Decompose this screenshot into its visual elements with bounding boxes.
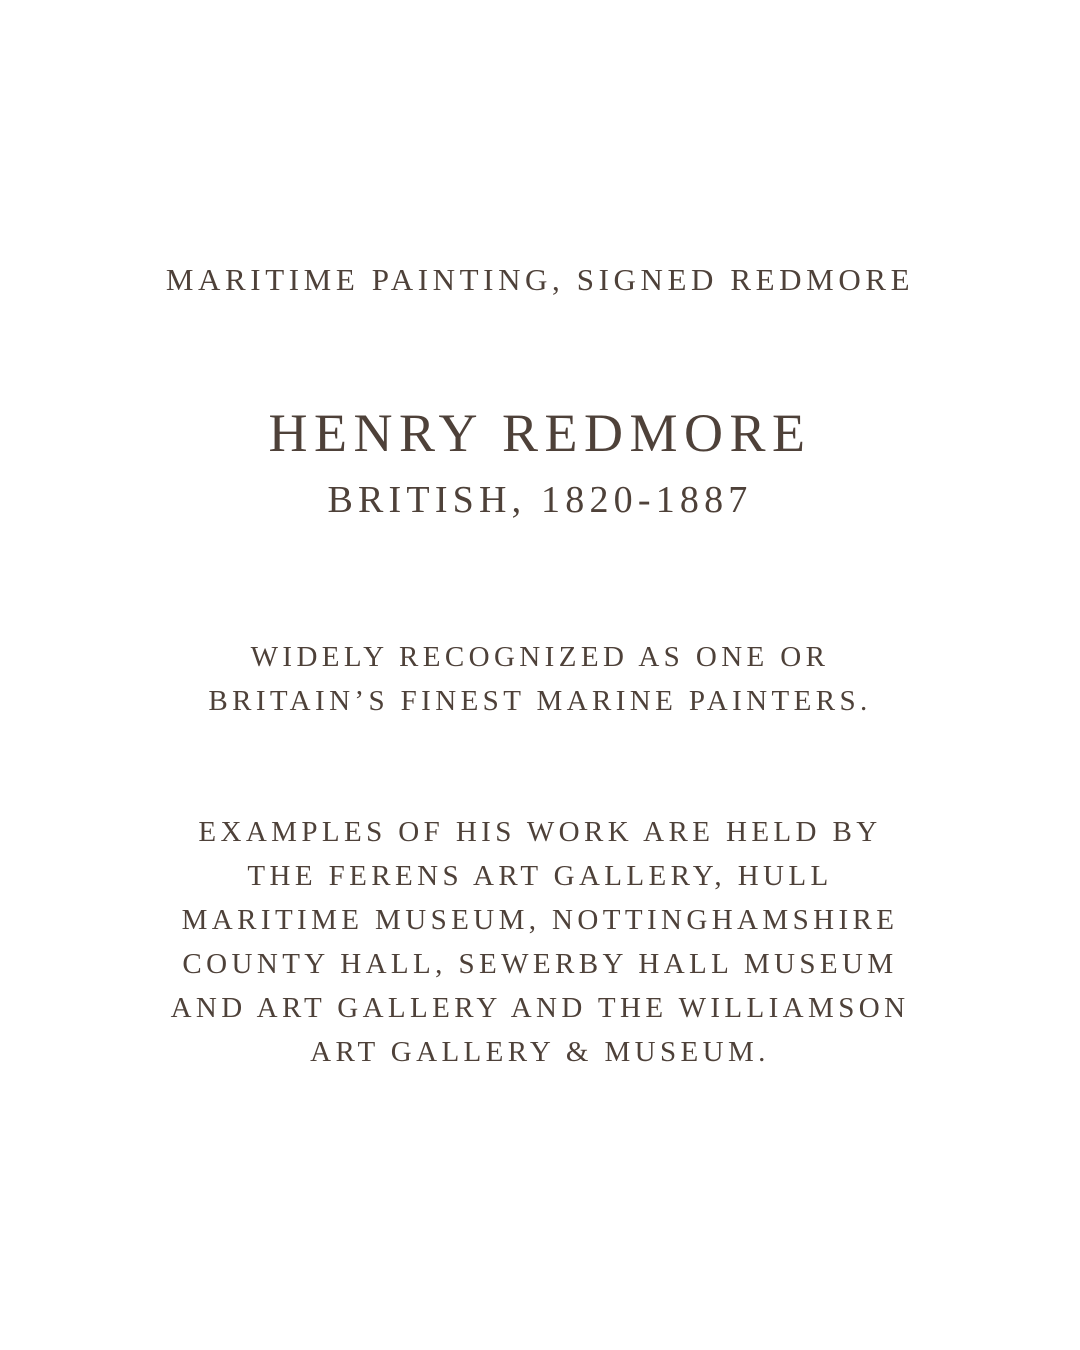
page-subtitle: MARITIME PAINTING, SIGNED REDMORE (165, 262, 915, 297)
paragraph-line: BRITAIN’S FINEST MARINE PAINTERS. (208, 685, 872, 717)
artist-nationality-dates: BRITISH, 1820-1887 (327, 479, 753, 521)
collections-paragraph (0, 810, 1080, 1074)
paragraph-line: MARITIME MUSEUM, NOTTINGHAMSHIRE (181, 904, 899, 936)
paragraph-line: COUNTY HALL, SEWERBY HALL MUSEUM (182, 948, 898, 980)
paragraph-line: WIDELY RECOGNIZED AS ONE OR (250, 641, 830, 673)
paragraph-line: ART GALLERY & MUSEUM. (310, 1036, 770, 1068)
artist-name: HENRY REDMORE (268, 403, 812, 463)
paragraph-line: THE FERENS ART GALLERY, HULL (247, 860, 833, 892)
recognition-paragraph (0, 635, 1080, 723)
paragraph-line: AND ART GALLERY AND THE WILLIAMSON (170, 992, 910, 1024)
paragraph-line: EXAMPLES OF HIS WORK ARE HELD BY (198, 816, 882, 848)
